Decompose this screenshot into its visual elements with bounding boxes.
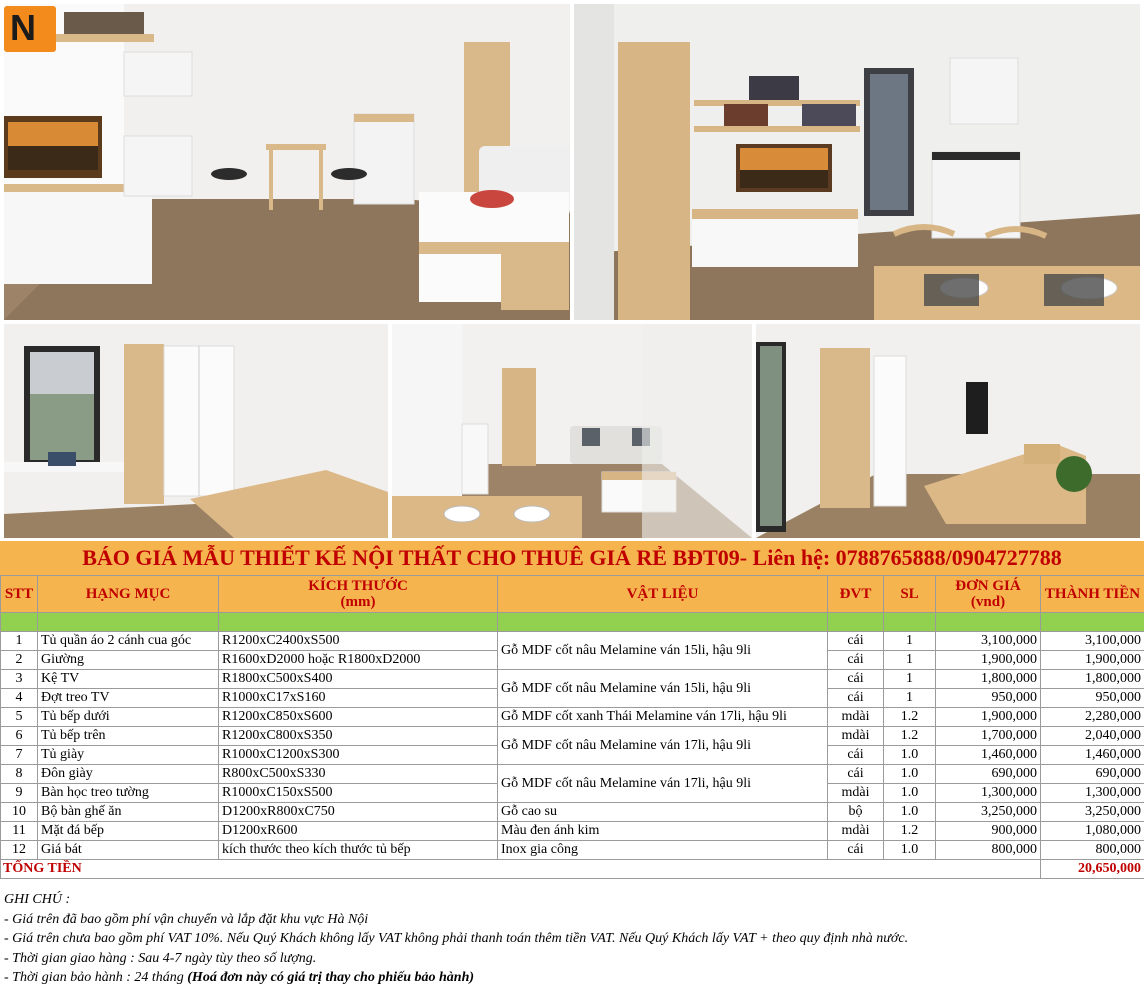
notes-section xyxy=(4,890,1140,988)
cell-total: 1,800,000 xyxy=(1041,670,1144,689)
col-header-size-label: KÍCH THƯỚC xyxy=(308,578,408,594)
cell-total: 950,000 xyxy=(1041,689,1144,708)
cell-item: Giường xyxy=(38,651,219,670)
cell-size: R800xC500xS330 xyxy=(219,765,498,784)
render-living-kitchen xyxy=(4,4,570,320)
divider-cell xyxy=(884,613,936,632)
divider-cell xyxy=(828,613,884,632)
col-header-price xyxy=(936,576,1041,613)
cell-total: 3,250,000 xyxy=(1041,803,1144,822)
cell-total: 1,900,000 xyxy=(1041,651,1144,670)
divider-cell xyxy=(38,613,219,632)
cell-stt: 8 xyxy=(1,765,38,784)
grand-total-value: 20,650,000 xyxy=(1041,860,1144,879)
table-row xyxy=(1,822,1144,841)
table-row xyxy=(1,727,1144,746)
section-divider-row xyxy=(1,613,1144,632)
cell-item: Kệ TV xyxy=(38,670,219,689)
cell-item: Đợt treo TV xyxy=(38,689,219,708)
divider-cell xyxy=(219,613,498,632)
col-header-unit: ĐVT xyxy=(828,576,884,613)
note-line: - Giá trên chưa bao gồm phí VAT 10%. Nếu Quý Khách không lấy VAT không phải thanh toán thêm tiền VAT. Nếu Quý Khách lấy VAT + theo quy định nhà nước. xyxy=(4,931,909,947)
cell-item: Bàn học treo tường xyxy=(38,784,219,803)
cell-stt: 9 xyxy=(1,784,38,803)
cell-price: 3,250,000 xyxy=(936,803,1041,822)
cell-price: 1,800,000 xyxy=(936,670,1041,689)
divider-cell xyxy=(1,613,38,632)
cell-total: 1,460,000 xyxy=(1041,746,1144,765)
cell-material: Màu đen ánh kim xyxy=(498,822,828,841)
divider-cell xyxy=(936,613,1041,632)
notes-heading: GHI CHÚ : xyxy=(4,892,71,907)
quote-title: BÁO GIÁ MẪU THIẾT KẾ NỘI THẤT CHO THUÊ GIÁ RẺ BĐT09- Liên hệ: 0788765888/0904727788 xyxy=(82,545,1062,570)
cell-material: Gỗ MDF cốt nâu Melamine ván 15li, hậu 9li xyxy=(498,632,828,670)
cell-unit: cái xyxy=(828,841,884,860)
table-row xyxy=(1,670,1144,689)
cell-qty: 1.0 xyxy=(884,746,936,765)
grand-total-label: TỔNG TIỀN xyxy=(1,860,1041,879)
cell-unit: mdài xyxy=(828,727,884,746)
cell-item: Giá bát xyxy=(38,841,219,860)
cell-qty: 1.0 xyxy=(884,841,936,860)
cell-stt: 12 xyxy=(1,841,38,860)
cell-unit: cái xyxy=(828,689,884,708)
cell-qty: 1.2 xyxy=(884,822,936,841)
cell-stt: 10 xyxy=(1,803,38,822)
table-row xyxy=(1,841,1144,860)
cell-unit: mdài xyxy=(828,784,884,803)
cell-stt: 7 xyxy=(1,746,38,765)
quotation-table xyxy=(0,575,1144,879)
cell-qty: 1 xyxy=(884,651,936,670)
cell-unit: cái xyxy=(828,746,884,765)
cell-stt: 2 xyxy=(1,651,38,670)
cell-stt: 3 xyxy=(1,670,38,689)
render-bedroom xyxy=(756,324,1140,538)
cell-unit: cái xyxy=(828,670,884,689)
company-logo: N xyxy=(4,6,56,52)
cell-qty: 1.2 xyxy=(884,727,936,746)
cell-total: 2,280,000 xyxy=(1041,708,1144,727)
cell-price: 690,000 xyxy=(936,765,1041,784)
cell-item: Bộ bàn ghế ăn xyxy=(38,803,219,822)
cell-price: 1,900,000 xyxy=(936,708,1041,727)
cell-item: Tủ giày xyxy=(38,746,219,765)
cell-qty: 1.0 xyxy=(884,765,936,784)
cell-price: 3,100,000 xyxy=(936,632,1041,651)
cell-price: 1,300,000 xyxy=(936,784,1041,803)
cell-unit: cái xyxy=(828,765,884,784)
cell-qty: 1.0 xyxy=(884,803,936,822)
cell-size: kích thước theo kích thước tủ bếp xyxy=(219,841,498,860)
table-header-row xyxy=(1,576,1144,613)
cell-total: 1,300,000 xyxy=(1041,784,1144,803)
cell-total: 1,080,000 xyxy=(1041,822,1144,841)
render-tv-dining xyxy=(574,4,1140,320)
cell-material: Gỗ MDF cốt nâu Melamine ván 15li, hậu 9li xyxy=(498,670,828,708)
cell-stt: 5 xyxy=(1,708,38,727)
note-line-warranty xyxy=(4,968,1140,988)
cell-item: Tủ bếp trên xyxy=(38,727,219,746)
cell-material: Gỗ MDF cốt nâu Melamine ván 17li, hậu 9li xyxy=(498,765,828,803)
cell-total: 3,100,000 xyxy=(1041,632,1144,651)
cell-price: 1,700,000 xyxy=(936,727,1041,746)
cell-item: Tủ quần áo 2 cánh cua góc xyxy=(38,632,219,651)
cell-total: 690,000 xyxy=(1041,765,1144,784)
cell-item: Đôn giày xyxy=(38,765,219,784)
cell-price: 1,460,000 xyxy=(936,746,1041,765)
col-header-price-unit: (vnd) xyxy=(970,594,1006,610)
quote-title-bar xyxy=(0,541,1144,575)
cell-unit: cái xyxy=(828,632,884,651)
cell-material: Inox gia công xyxy=(498,841,828,860)
cell-size: D1200xR800xC750 xyxy=(219,803,498,822)
table-row xyxy=(1,765,1144,784)
col-header-total: THÀNH TIỀN xyxy=(1041,576,1144,613)
note-line: - Thời gian giao hàng : Sau 4-7 ngày tùy theo số lượng. xyxy=(4,950,317,966)
cell-qty: 1.0 xyxy=(884,784,936,803)
cell-qty: 1 xyxy=(884,670,936,689)
col-header-qty: SL xyxy=(884,576,936,613)
cell-unit: mdài xyxy=(828,708,884,727)
note-line: - Giá trên đã bao gồm phí vận chuyển và lắp đặt khu vực Hà Nội xyxy=(4,911,369,927)
cell-item: Tủ bếp dưới xyxy=(38,708,219,727)
cell-qty: 1 xyxy=(884,632,936,651)
table-row xyxy=(1,708,1144,727)
cell-unit: bộ xyxy=(828,803,884,822)
cell-unit: cái xyxy=(828,651,884,670)
cell-unit: mdài xyxy=(828,822,884,841)
cell-price: 800,000 xyxy=(936,841,1041,860)
render-living-view xyxy=(392,324,752,538)
cell-size: R1000xC1200xS300 xyxy=(219,746,498,765)
cell-price: 1,900,000 xyxy=(936,651,1041,670)
cell-stt: 1 xyxy=(1,632,38,651)
col-header-size xyxy=(219,576,498,613)
table-row xyxy=(1,632,1144,651)
cell-size: R1000xC17xS160 xyxy=(219,689,498,708)
cell-total: 800,000 xyxy=(1041,841,1144,860)
cell-total: 2,040,000 xyxy=(1041,727,1144,746)
cell-size: R1200xC2400xS500 xyxy=(219,632,498,651)
divider-cell xyxy=(1041,613,1144,632)
col-header-material: VẬT LIỆU xyxy=(498,576,828,613)
cell-material: Gỗ MDF cốt nâu Melamine ván 17li, hậu 9li xyxy=(498,727,828,765)
col-header-price-label: ĐƠN GIÁ xyxy=(955,578,1021,594)
render-bedroom-desk xyxy=(4,324,388,538)
cell-item: Mặt đá bếp xyxy=(38,822,219,841)
divider-cell xyxy=(498,613,828,632)
cell-size: R1200xC850xS600 xyxy=(219,708,498,727)
cell-stt: 11 xyxy=(1,822,38,841)
col-header-item: HẠNG MỤC xyxy=(38,576,219,613)
grand-total-row xyxy=(1,860,1144,879)
cell-qty: 1 xyxy=(884,689,936,708)
warranty-bold-text: (Hoá đơn này có giá trị thay cho phiếu bảo hành) xyxy=(187,970,475,986)
cell-stt: 4 xyxy=(1,689,38,708)
cell-material: Gỗ cao su xyxy=(498,803,828,822)
col-header-size-unit: (mm) xyxy=(340,594,376,610)
cell-size: D1200xR600 xyxy=(219,822,498,841)
cell-size: R1600xD2000 hoặc R1800xD2000 xyxy=(219,651,498,670)
warranty-text: - Thời gian bảo hành : 24 tháng xyxy=(4,970,188,986)
cell-price: 900,000 xyxy=(936,822,1041,841)
cell-size: R1000xC150xS500 xyxy=(219,784,498,803)
col-header-stt: STT xyxy=(1,576,38,613)
cell-stt: 6 xyxy=(1,727,38,746)
cell-size: R1800xC500xS400 xyxy=(219,670,498,689)
table-row xyxy=(1,803,1144,822)
cell-size: R1200xC800xS350 xyxy=(219,727,498,746)
cell-qty: 1.2 xyxy=(884,708,936,727)
cell-price: 950,000 xyxy=(936,689,1041,708)
cell-material: Gỗ MDF cốt xanh Thái Melamine ván 17li, hậu 9li xyxy=(498,708,828,727)
